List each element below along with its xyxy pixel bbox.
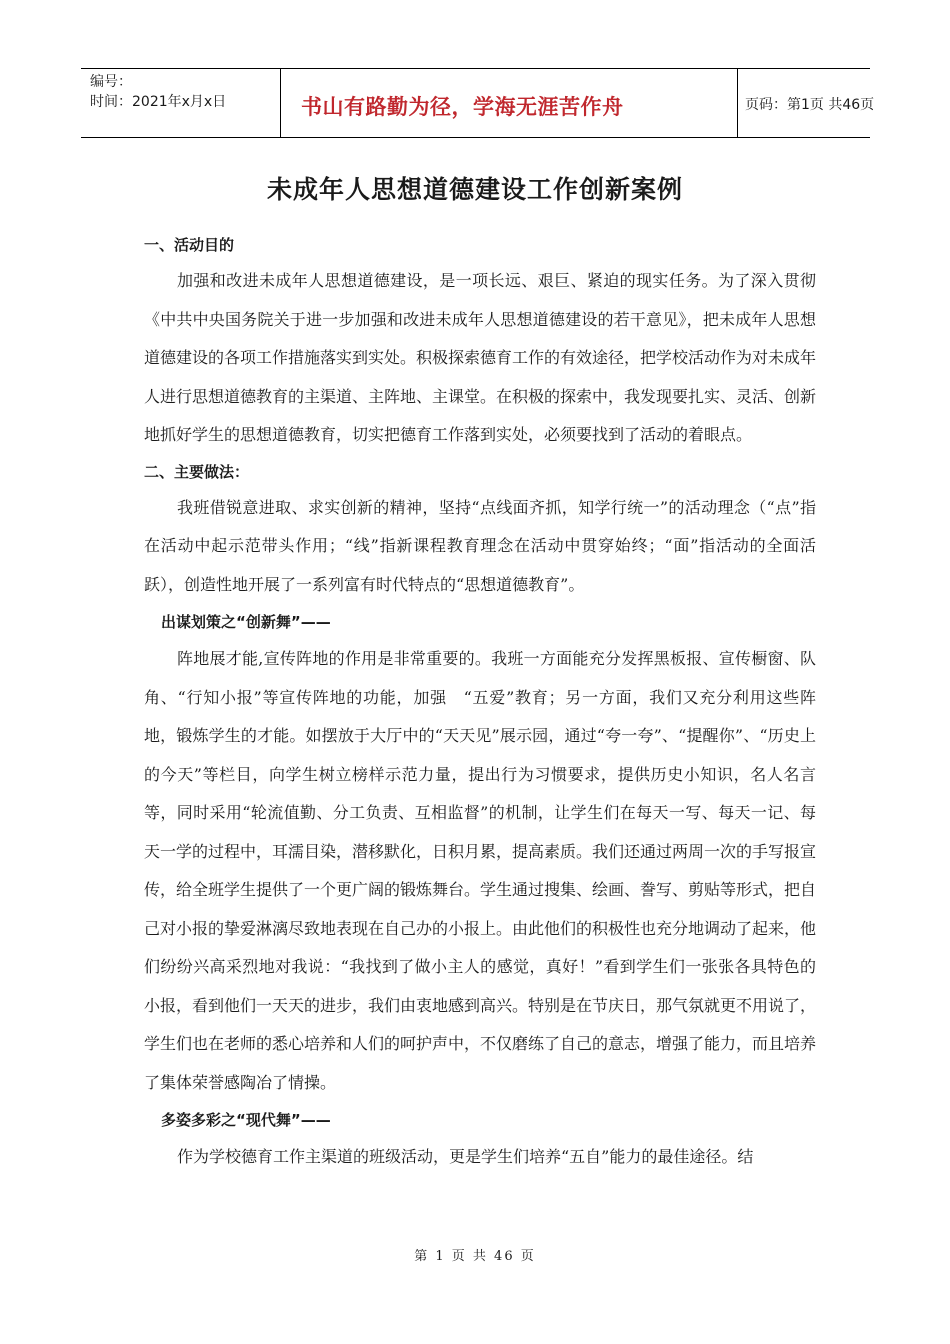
section-heading-methods: 二、主要做法：: [144, 462, 250, 481]
subheading-innovation-dance: 出谋划策之“创新舞”——: [161, 613, 331, 631]
paragraph-methods: 我班借锐意进取、求实创新的精神，坚持“点线面齐抓，知学行统一”的活动理念（“点”指在活动中起示范带头作用；“线”指新课程教育理念在活动中贯穿始终；“面”指活动的全面活跃），创造性地开展了一系列富有时代特点的“思想道德教育”。: [144, 497, 816, 594]
motto: 书山有路勤为径，学海无涯苦作舟: [301, 95, 624, 119]
paragraph-innovation-dance: 阵地展才能,宣传阵地的作用是非常重要的。我班一方面能充分发挥黑板报、宣传橱窗、队角、“行知小报”等宣传阵地的功能，加强 “五爱”教育；另一方面，我们又充分利用这些阵地，锻炼学生的才能。如摆放于大厅中的“天天见”展示园，通过“夸一夸”、“提醒你”、“历史上的今天”等栏目，向学生树立榜样示范力量，提出行为习惯要求，提供历史小知识，名人名言等，同时采用“轮流值勤、分工负责、互相监督”的机制，让学生们在每天一写、每天一记、每天一学的过程中，耳濡目染，潜移默化，日积月累，提高素质。我们还通过两周一次的手写报宣传，给全班学生提供了一个更广阔的锻炼舞台。学生通过搜集、绘画、誊写、剪贴等形式，把自己对小报的挚爱淋漓尽致地表现在自己办的小报上。由此他们的积极性也充分地调动了起来，他们纷纷兴高采烈地对我说：“我找到了做小主人的感觉，真好！”看到学生们一张张各具特色的小报，看到他们一天天的进步，我们由衷地感到高兴。特别是在节庆日，那气氛就更不用说了，学生们也在老师的悉心培养和人们的呵护声中，不仅磨练了自己的意志，增强了能力，而且培养了集体荣誉感陶冶了情操。: [144, 649, 817, 1092]
paragraph-purpose: 加强和改进未成年人思想道德建设，是一项长远、艰巨、紧迫的现实任务。为了深入贯彻《中共中央国务院关于进一步加强和改进未成年人思想道德建设的若干意见》，把未成年人思想道德建设的各项工作措施落实到实处。积极探索德育工作的有效途径，把学校活动作为对未成年人进行思想道德教育的主渠道、主阵地、主课堂。在积极的探索中，我发现要扎实、灵活、创新地抓好学生的思想道德教育，切实把德育工作落到实处，必须要找到了活动的着眼点。: [144, 271, 817, 444]
header-table: [81, 68, 875, 138]
header-motto-cell: [280, 69, 738, 137]
document-body: [144, 228, 816, 1177]
page-footer: 第 1 页 共 46 页: [414, 1249, 536, 1264]
document-date: 时间：2021年x月x日: [90, 94, 227, 110]
page-indicator: 页码：第1页 共46页: [745, 97, 875, 113]
document-title: 未成年人思想道德建设工作创新案例: [266, 175, 683, 204]
header-page-cell: [737, 69, 875, 137]
document-number: 编号：: [90, 74, 132, 90]
paragraph-modern-dance: 作为学校德育工作主渠道的班级活动，更是学生们培养“五自”能力的最佳途径。结: [177, 1147, 754, 1166]
header-info-cell: [81, 69, 280, 137]
section-heading-purpose: 一、活动目的: [144, 236, 235, 254]
subheading-modern-dance: 多姿多彩之“现代舞”——: [161, 1111, 331, 1129]
